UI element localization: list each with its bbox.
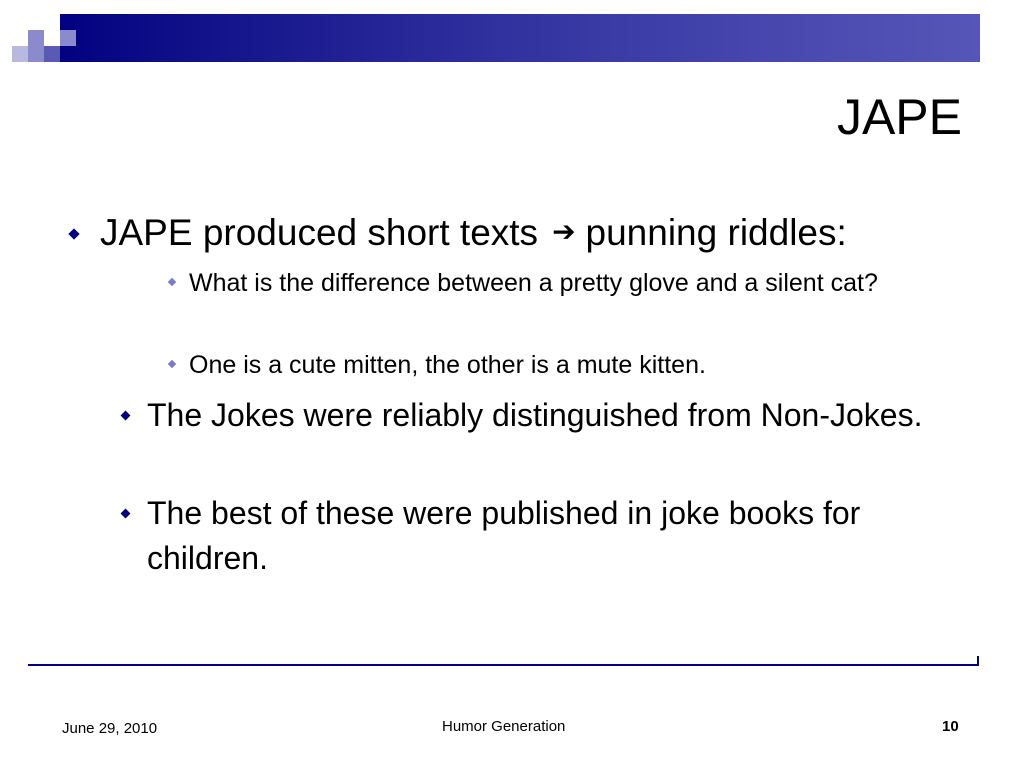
footer-divider-tick [977,656,979,666]
diamond-bullet-icon [68,228,79,239]
decor-square [44,14,60,30]
bullet-secondary [118,491,938,581]
bullet-main-text-before: JAPE produced short texts [100,212,539,253]
footer-title: Humor Generation [442,718,566,735]
decor-square [44,46,60,62]
slide-title: JAPE [836,89,962,145]
diamond-bullet-icon [168,360,176,368]
sub-bullet [165,348,925,383]
bullet-secondary-text: The Jokes were reliably distinguished from Non-Jokes. [147,397,923,433]
diamond-bullet-icon [121,411,131,421]
right-arrow-icon: ➔ [552,215,576,248]
bullet-secondary [118,393,938,438]
sub-bullet-text: One is a cute mitten, the other is a mute kitten. [189,351,706,379]
decor-square [28,46,44,62]
bullet-main-text [100,210,847,259]
sub-bullet [165,266,925,301]
bullet-main-text-after: punning riddles: [585,212,847,253]
sub-bullet-text: What is the difference between a pretty glove and a silent cat? [189,269,878,297]
bullet-secondary-text: The best of these were published in joke books for children. [147,495,861,576]
bullet-main [66,210,966,259]
header-banner [44,14,980,62]
diamond-bullet-icon [121,509,131,519]
diamond-bullet-icon [168,278,176,286]
decor-square [28,30,44,46]
decor-square [44,30,60,46]
page-number: 10 [942,718,959,735]
decor-square [60,30,76,46]
footer-divider [28,664,979,666]
footer-date: June 29, 2010 [62,720,158,737]
decor-square [12,46,28,62]
